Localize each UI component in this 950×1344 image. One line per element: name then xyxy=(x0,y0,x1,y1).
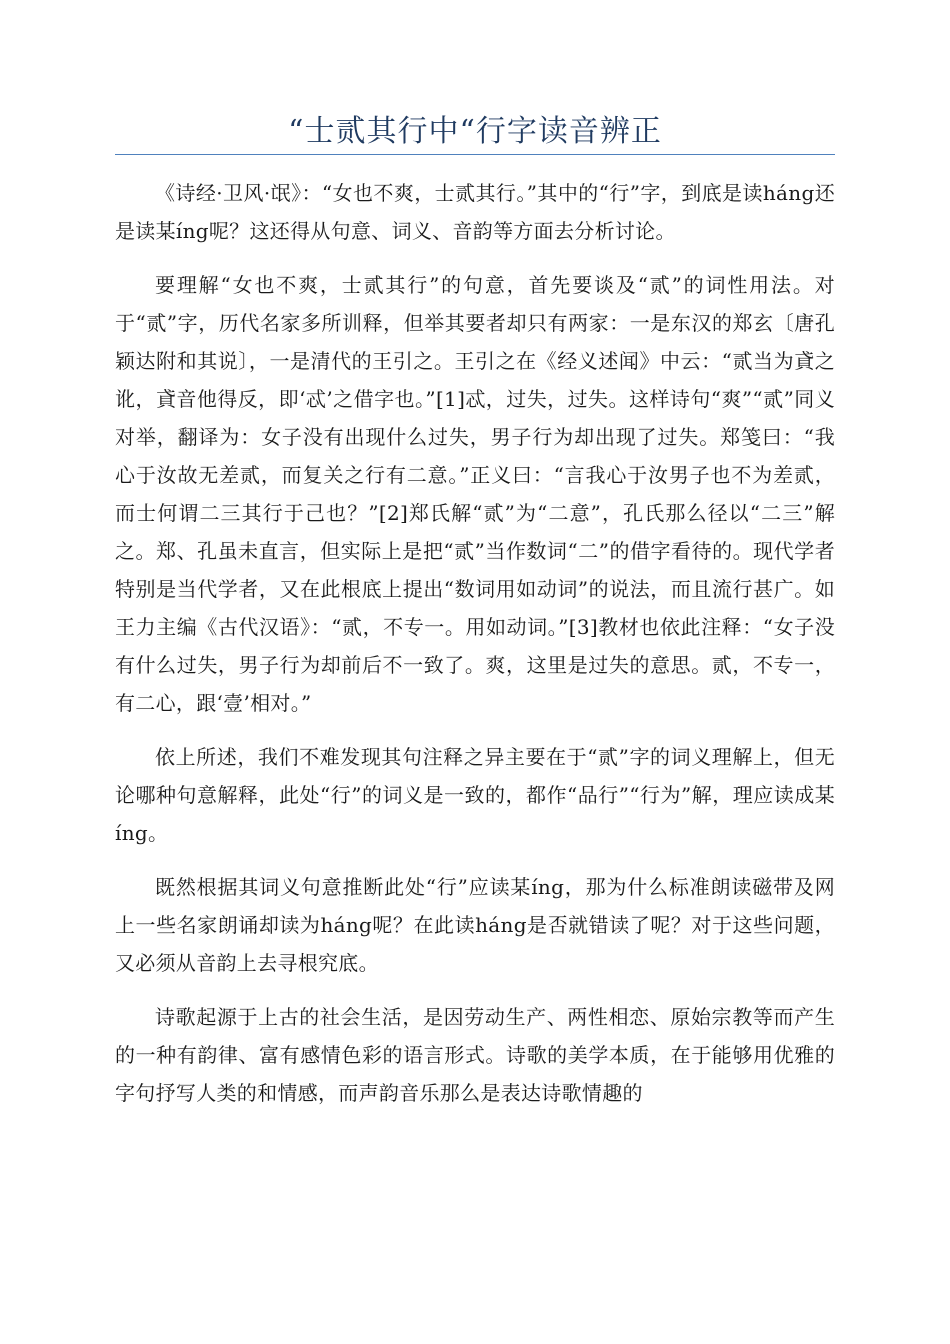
paragraph-4: 既然根据其词义句意推断此处“行”应读某íng，那为什么标准朗读磁带及网上一些名家朗诵却读为háng呢？在此读háng是否就错读了呢？对于这些问题，又必须从音韵上去寻根究底。 xyxy=(115,875,835,975)
paragraph-5: 诗歌起源于上古的社会生活，是因劳动生产、两性相恋、原始宗教等而产生的一种有韵律、富有感情色彩的语言形式。诗歌的美学本质，在于能够用优雅的字句抒写人类的和情感，而声韵音乐那么是表达诗歌情趣的 xyxy=(115,1005,835,1105)
paragraph-1: 《诗经·卫风·氓》：“女也不爽，士贰其行。”其中的“行”字，到底是读háng还是读某íng呢？这还得从句意、词义、音韵等方面去分析讨论。 xyxy=(115,181,835,243)
paragraph-2: 要理解“女也不爽，士贰其行”的句意，首先要谈及“贰”的词性用法。对于“贰”字，历代名家多所训释，但举其要者却只有两家：一是东汉的郑玄〔唐孔颖达附和其说〕，一是清代的王引之。王引之在《经义述闻》中云：“贰当为貣之讹，貣音他得反，即‘忒’之借字也。”[1]忒，过失，过失。这样诗句“爽”“贰”同义对举，翻译为：女子没有出现什么过失，男子行为却出现了过失。郑笺曰：“我心于汝故无差贰，而复关之行有二意。”正义曰：“言我心于汝男子也不为差贰，而士何谓二三其行于己也？”[2]郑氏解“贰”为“二意”，孔氏那么径以“二三”解之。郑、孔虽未直言，但实际上是把“贰”当作数词“二”的借字看待的。现代学者特别是当代学者，又在此根底上提出“数词用如动词”的说法，而且流行甚广。如王力主编《古代汉语》：“贰，不专一。用如动词。”[3]教材也依此注释：“女子没有什么过失，男子行为却前后不一致了。爽，这里是过失的意思。贰，不专一，有二心，跟‘壹’相对。” xyxy=(115,273,835,715)
document-body xyxy=(115,174,835,1128)
document-title: “士贰其行中“行字读音辨正 xyxy=(288,114,662,149)
title-underline xyxy=(115,154,835,155)
paragraph-3: 依上所述，我们不难发现其句注释之异主要在于“贰”字的词义理解上，但无论哪种句意解释，此处“行”的词义是一致的，都作“品行”“行为”解，理应读成某íng。 xyxy=(115,745,835,845)
